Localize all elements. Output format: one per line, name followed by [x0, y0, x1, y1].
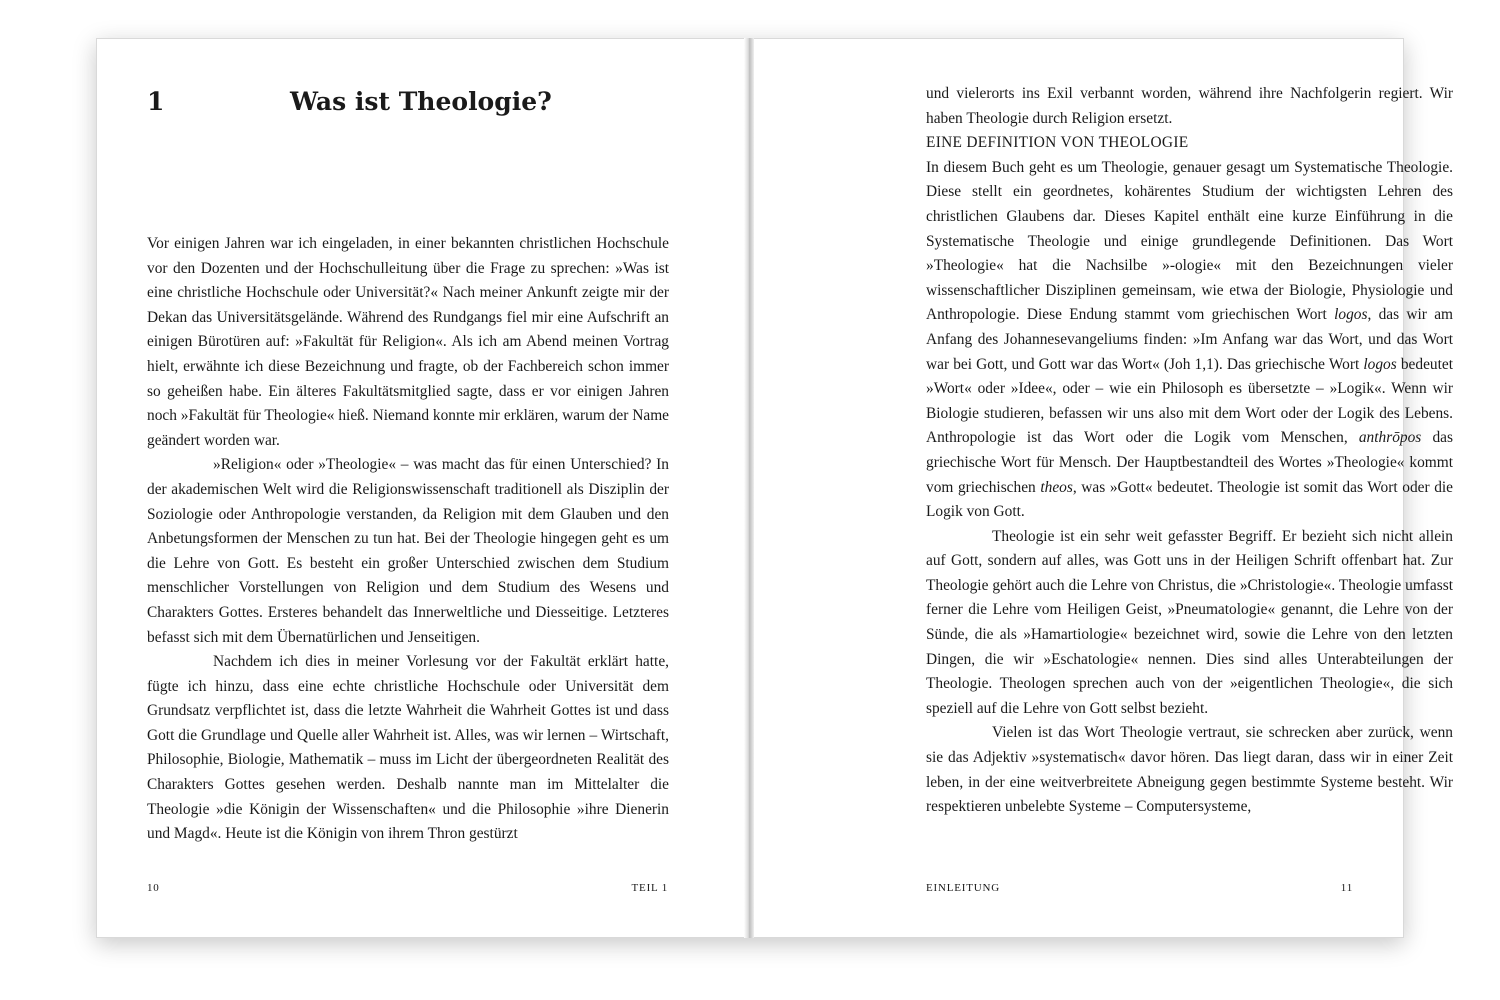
right-page: [750, 38, 1453, 938]
page-number-left: 10: [147, 882, 160, 894]
paragraph: Vor einigen Jahren war ich eingeladen, in einer bekannten christlichen Hochschule vor den Dozenten und der Hochschulleitung über die Frage zu sprechen: »Was ist eine christliche Hochschule oder Universität?« Nach meiner Ankunft zeigte mir der Dekan das Universitätsgelände. Während des Rundgangs fiel mir eine Aufschrift an einigen Bürotüren auf: »Fakultät für Religion«. Als ich am Abend meinen Vortrag hielt, erwähnte ich diese Bezeichnung und fragte, ob der Fachbereich schon immer so geheißen habe. Ein älteres Fakultätsmitglied sagte, dass er vor einigen Jahren noch »Fakultät für Theologie« hieß. Niemand konnte mir erklären, warum der Name geändert worden war.: [147, 235, 669, 449]
running-footer-left: TEIL 1: [631, 882, 668, 894]
chapter-number: 1: [147, 87, 165, 116]
left-page: [96, 38, 748, 938]
chapter-title: Was ist Theologie?: [290, 87, 552, 116]
paragraph: Vielen ist das Wort Theologie vertraut, sie schrecken aber zurück, wenn sie das Adjektiv »systematisch« davor hören. Das liegt daran, dass wir in einer Zeit leben, in der eine weitverbreitete Abneigung gegen bestimmte Systeme besteht. Wir respektieren unbelebte Systeme – Computersysteme,: [926, 724, 1453, 816]
paragraph: In diesem Buch geht es um Theologie, genauer gesagt um Systematische Theologie. Diese stellt ein geordnetes, kohärentes Studium der wichtigsten Lehren des christlichen Glaubens dar. Dieses Kapitel enthält eine kurze Einführung in die Systematische Theologie und einige grundlegende Definitionen. Das Wort »Theologie« hat die Nachsilbe »-ologie« mit den Bezeichnungen vieler wissenschaftlicher Disziplinen gemeinsam, wie etwa der Biologie, Physiologie und Anthropologie. Diese Endung stammt vom griechischen Wort logos, das wir am Anfang des Johannesevangeliums finden: »Im Anfang war das Wort, und das Wort war bei Gott, und Gott war das Wort« (Joh 1,1). Das griechische Wort logos bedeutet »Wort« oder »Idee«, oder – wie ein Philosoph es übersetzte – »Logik«. Wenn wir Biologie studieren, befassen wir uns also mit dem Wort oder der Logik des Lebens. Anthropologie ist das Wort oder die Logik vom Menschen, anthrōpos das griechische Wort für Mensch. Der Hauptbestandteil des Wortes »Theologie« kommt vom griechischen theos, was »Gott« bedeutet. Theologie ist somit das Wort oder die Logik von Gott.: [926, 158, 1453, 521]
section-heading: EINE DEFINITION VON THEOLOGIE: [926, 134, 1189, 152]
right-body-text: [926, 82, 1453, 820]
book-spread: [96, 38, 1453, 938]
running-footer-right: EINLEITUNG: [926, 882, 1000, 894]
paragraph: »Religion« oder »Theologie« – was macht das für einen Unterschied? In der akademischen Welt wird die Religionswissenschaft traditionell als Disziplin der Soziologie oder Anthropologie verstanden, da Religion mit dem Glauben und den Anbetungsformen der Menschen zu tun hat. Bei der Theologie hingegen geht es um die Lehre von Gott. Es besteht ein großer Unterschied zwischen dem Studium menschlicher Vorstellungen von Religion und dem Studium des Wesens und Charakters Gottes. Ersteres behandelt das Innerweltliche und Diesseitige. Letzteres befasst sich mit dem Übernatürlichen und Jenseitigen.: [147, 456, 669, 646]
page-number-right: 11: [1340, 882, 1353, 894]
paragraph: und vielerorts ins Exil verbannt worden, während ihre Nachfolgerin regiert. Wir haben Theologie durch Religion ersetzt.: [926, 85, 1453, 127]
paragraph: Nachdem ich dies in meiner Vorlesung vor der Fakultät erklärt hatte, fügte ich hinzu, dass eine echte christliche Hochschule oder Universität dem Grundsatz verpflichtet ist, dass die letzte Wahrheit die Wahrheit Gottes ist und dass Gott die Grundlage und Quelle aller Wahrheit ist. Alles, was wir lernen – Wirtschaft, Philosophie, Biologie, Mathematik – muss im Licht der übergeordneten Realität des Charakters Gottes gesehen werden. Deshalb nannte man im Mittelalter die Theologie »die Königin der Wissenschaften« und die Philosophie »ihre Dienerin und Magd«. Heute ist die Königin von ihrem Thron gestürzt: [147, 653, 669, 843]
book-gutter: [744, 38, 754, 938]
left-body-text: [147, 232, 669, 847]
paragraph: Theologie ist ein sehr weit gefasster Begriff. Er bezieht sich nicht allein auf Gott, sondern auf alles, was Gott uns in der Heiligen Schrift offenbart hat. Zur Theologie gehört auch die Lehre von Christus, die »Christologie«. Theologie umfasst ferner die Lehre vom Heiligen Geist, »Pneumatologie« genannt, die Lehre von der Sünde, die als »Hamartiologie« bezeichnet wird, sowie die Lehre von den letzten Dingen, die wir »Eschatologie« nennen. Dies sind alles Unterabteilungen der Theologie. Theologen sprechen auch von der »eigentlichen Theologie«, die sich speziell auf die Lehre von Gott selbst bezieht.: [926, 527, 1453, 717]
